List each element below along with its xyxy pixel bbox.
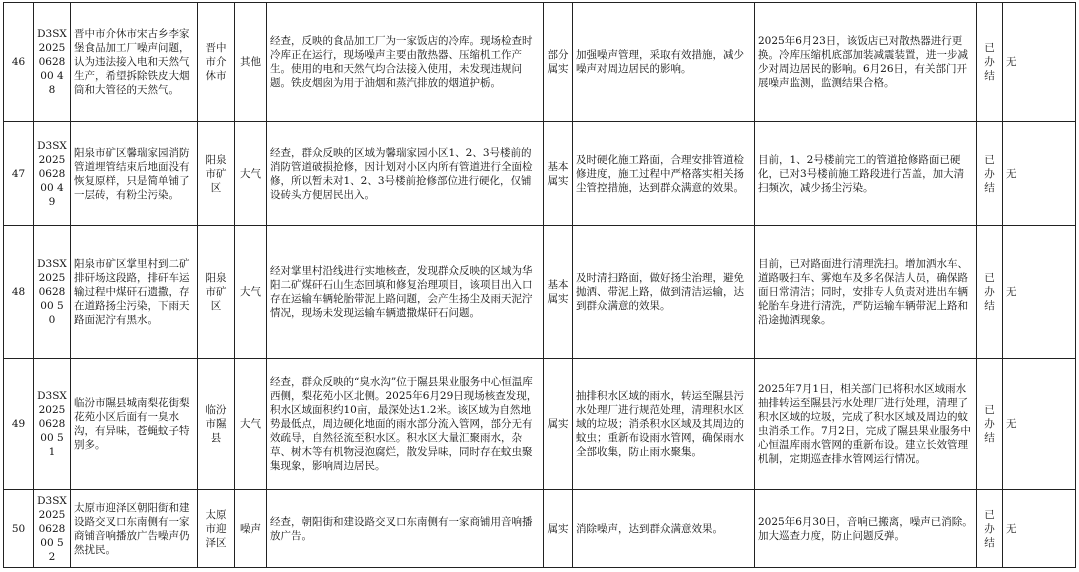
verification-verdict: 部分属实 bbox=[544, 3, 573, 122]
complaint-table bbox=[3, 2, 1076, 568]
rectification-progress: 目前，已对路面进行清理洗扫。增加洒水车、道路吸扫车、雾炮车及多名保洁人员，确保路面日常清洁；同时，安排专人负责对进出车辆轮胎车身进行清洗，严防运输车辆带泥上路和沿途抛洒现象。 bbox=[755, 226, 977, 359]
row-number: 50 bbox=[4, 490, 34, 568]
table-row bbox=[4, 359, 1076, 490]
table-row bbox=[4, 3, 1076, 122]
pollution-type: 大气 bbox=[235, 226, 267, 359]
verification-verdict: 基本属实 bbox=[544, 122, 573, 226]
verification-verdict: 属实 bbox=[544, 490, 573, 568]
row-number: 48 bbox=[4, 226, 34, 359]
case-status: 已办结 bbox=[977, 226, 1003, 359]
remark: 无 bbox=[1003, 122, 1076, 226]
case-code: D3SX2025062800 49 bbox=[34, 122, 71, 226]
remark: 无 bbox=[1003, 3, 1076, 122]
remark: 无 bbox=[1003, 490, 1076, 568]
investigation-result: 经查，群众反映的“臭水沟”位于隰县果业服务中心恒温库西侧，梨花苑小区北侧。2025年6月29日现场核查发现，积水区域面积约10亩，最深处达1.2米。该区域为自然地势最低点，周边硬化地面的雨水部分流入管网，部分无有效疏导，自然径流至积水区。积水区大量汇聚雨水，杂草、树木等有机物浸泡腐烂，散发异味，同时存在蚊虫聚集现象，影响周边居民。 bbox=[267, 359, 544, 490]
rectification-measures: 加强噪声管理，采取有效措施，减少噪声对周边居民的影响。 bbox=[573, 3, 755, 122]
case-code: D3SX2025062800 50 bbox=[34, 226, 71, 359]
rectification-progress: 目前，1、2号楼前完工的管道抢修路面已硬化，已对3号楼前施工路段进行苫盖，加大清扫频次，减少扬尘污染。 bbox=[755, 122, 977, 226]
case-status: 已办结 bbox=[977, 3, 1003, 122]
rectification-progress: 2025年7月1日，相关部门已将积水区域雨水抽排转运至隰县污水处理厂进行处理，清理了积水区域的垃圾，完成了积水区域及周边的蚊虫消杀工作。7月2日，完成了隰县果业服务中心恒温库雨水管网的重新布设。建立长效管理机制，定期巡查排水管网运行情况。 bbox=[755, 359, 977, 490]
case-code: D3SX2025062800 52 bbox=[34, 490, 71, 568]
complaint-content: 阳泉市矿区掌里村到二矿排矸场这段路，排矸车运输过程中煤矸石遗撒，存在道路扬尘污染，下雨天路面泥泞有黑水。 bbox=[71, 226, 198, 359]
administrative-area: 太原市迎泽区 bbox=[198, 490, 235, 568]
row-number: 46 bbox=[4, 3, 34, 122]
rectification-progress: 2025年6月23日，该饭店已对散热器进行更换。冷库压缩机底部加装减震装置，进一步减少对周边居民的影响。6月26日，有关部门开展噪声监测，监测结果合格。 bbox=[755, 3, 977, 122]
complaint-content: 晋中市介休市宋古乡李家堡食品加工厂噪声问题，认为违法接入电和天然气生产，希望拆除铁皮大烟筒和大管径的天然气。 bbox=[71, 3, 198, 122]
administrative-area: 阳泉市矿区 bbox=[198, 122, 235, 226]
case-code: D3SX2025062800 51 bbox=[34, 359, 71, 490]
rectification-measures: 及时硬化施工路面，合理安排管道检修进度，施工过程中严格落实相关扬尘管控措施，达到群众满意的效果。 bbox=[573, 122, 755, 226]
administrative-area: 晋中市介休市 bbox=[198, 3, 235, 122]
case-status: 已办结 bbox=[977, 359, 1003, 490]
pollution-type: 其他 bbox=[235, 3, 267, 122]
complaint-content: 临汾市隰县城南梨花街梨花苑小区后面有一臭水沟，有异味，苍蝇蚊子特别多。 bbox=[71, 359, 198, 490]
rectification-progress: 2025年6月30日，音响已搬离，噪声已消除。加大巡查力度，防止问题反弹。 bbox=[755, 490, 977, 568]
rectification-measures: 及时清扫路面，做好扬尘治理，避免抛洒、带泥上路，做到清洁运输，达到群众满意的效果。 bbox=[573, 226, 755, 359]
row-number: 49 bbox=[4, 359, 34, 490]
administrative-area: 临汾市隰县 bbox=[198, 359, 235, 490]
investigation-result: 经查，群众反映的区域为馨瑞家园小区1、2、3号楼前的消防管道破损抢修，因计划对小区内所有管道进行全面检修，所以暂未对1、2、3号楼前抢修部位进行硬化，仅铺设砖头方便居民出入。 bbox=[267, 122, 544, 226]
investigation-result: 经对掌里村沿线进行实地核查，发现群众反映的区域为华阳二矿煤矸石山生态回填和修复治理项目，该项目出入口存在运输车辆轮胎带泥上路问题，会产生扬尘及雨天泥泞情况，现场未发现运输车辆遗撒煤矸石问题。 bbox=[267, 226, 544, 359]
rectification-measures: 消除噪声，达到群众满意效果。 bbox=[573, 490, 755, 568]
verification-verdict: 属实 bbox=[544, 359, 573, 490]
remark: 无 bbox=[1003, 226, 1076, 359]
verification-verdict: 基本属实 bbox=[544, 226, 573, 359]
investigation-result: 经查，反映的食品加工厂为一家饭店的冷库。现场检查时冷库正在运行，现场噪声主要由散热器、压缩机工作产生。使用的电和天然气均合法接入使用，未发现违规问题。铁皮烟囱为用于油烟和蒸汽排放的烟道护栃。 bbox=[267, 3, 544, 122]
investigation-result: 经查，朝阳街和建设路交叉口东南侧有一家商铺用音响播放广告。 bbox=[267, 490, 544, 568]
rectification-measures: 抽排积水区域的雨水，转运至隰县污水处理厂进行规范处理，清理积水区域的垃圾；消杀积水区域及其周边的蚊虫；重新布设雨水管网，确保雨水全部收集，防止雨水聚集。 bbox=[573, 359, 755, 490]
pollution-type: 大气 bbox=[235, 122, 267, 226]
complaint-content: 阳泉市矿区馨瑞家园消防管道埋管结束后地面没有恢复原样，只是简单铺了一层砖，有粉尘污染。 bbox=[71, 122, 198, 226]
complaint-content: 太原市迎泽区朝阳街和建设路交叉口东南侧有一家商铺音响播放广告噪声仍然扰民。 bbox=[71, 490, 198, 568]
pollution-type: 大气 bbox=[235, 359, 267, 490]
pollution-type: 噪声 bbox=[235, 490, 267, 568]
row-number: 47 bbox=[4, 122, 34, 226]
case-status: 已办结 bbox=[977, 490, 1003, 568]
administrative-area: 阳泉市矿区 bbox=[198, 226, 235, 359]
table-row bbox=[4, 122, 1076, 226]
case-code: D3SX2025062800 48 bbox=[34, 3, 71, 122]
table-row bbox=[4, 226, 1076, 359]
table-row bbox=[4, 490, 1076, 568]
case-status: 已办结 bbox=[977, 122, 1003, 226]
remark: 无 bbox=[1003, 359, 1076, 490]
